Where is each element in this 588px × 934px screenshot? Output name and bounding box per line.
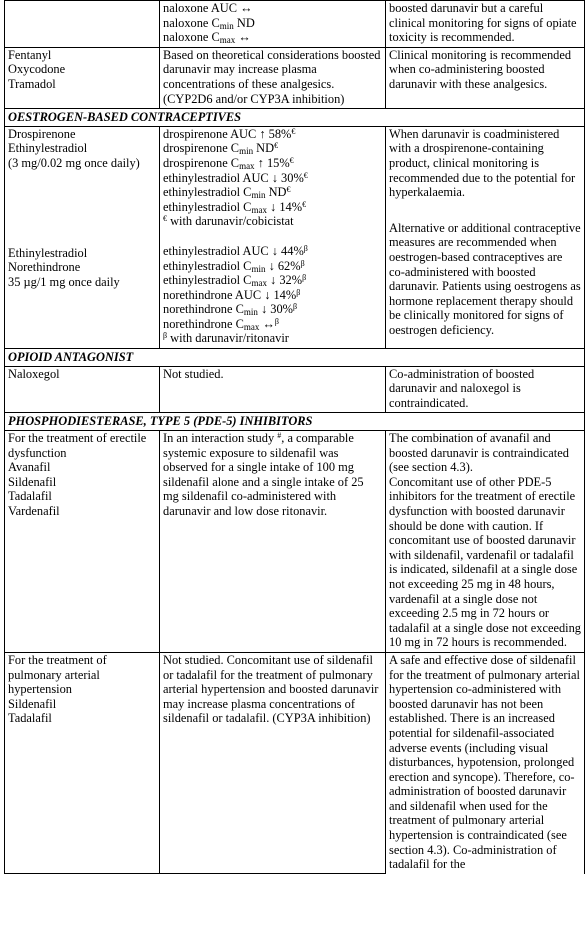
drug-cell: For the treatment of erectile dysfunction Avanafil Sildenafil Tadalafil Vardenafil [5, 431, 160, 653]
effect-cell: Not studied. [160, 366, 386, 413]
interaction-table [4, 0, 585, 874]
drug-cell: Naloxegol [5, 366, 160, 413]
pk-effect-line: ethinylestradiol AUC ↓ 44%$^\beta$ [163, 243, 308, 258]
effect-line: naloxone AUC ↔ [163, 1, 253, 15]
recommendation-cell: A safe and effective dose of sildenafil for the treatment of pulmonary arterial hypertension co-administered with boosted darunavir has not been established. There is an increased potential for sildenafil-associated adverse events (including visual disturbances, hypotension, prolonged erection and syncope). Therefore, co-administration of boosted darunavir and sildenafil when used for the treatment of pulmonary arterial hypertension is contraindicated (see section 4.3). Co-administration of tadalafil for the [386, 652, 585, 873]
effect-line: naloxone $C_{max}$ ↔ [163, 30, 251, 46]
drug-cell: Fentanyl Oxycodone Tramadol [5, 47, 160, 108]
recommendation-cell: boosted darunavir but a careful clinical monitoring for signs of opiate toxicity is recommended. [386, 1, 585, 48]
pk-effect-line: norethindrone AUC ↓ 14%$^\beta$ [163, 287, 301, 302]
effect-cell: In an interaction study #, a comparable systemic exposure to sildenafil was observed for a single intake of 100 mg sildenafil alone and a single intake of 25 mg sildenafil co-administered with darunavir and low dose ritonavir. [160, 431, 386, 653]
recommendation-cell: Clinical monitoring is recommended when co-administering boosted darunavir with these analgesics. [386, 47, 585, 108]
table-row [5, 1, 585, 48]
table-row [5, 126, 585, 348]
pk-effect-line: ethinylestradiol $C_{min}$ ↓ 62%$^\beta$ [163, 258, 305, 274]
recommendation-cell: When darunavir is coadministered with a drospirenone-containing product, clinical monitoring is recommended due to the potential for hyperkalaemia. Alternative or additional contraceptive measures are recommended when oestrogen-based contraceptives are co-administered with boosted darunavir. Patients using oestrogens as hormone replacement therapy should be clinically monitored for signs of oestrogen deficiency. [386, 126, 585, 348]
section-header-row [5, 413, 585, 431]
effect-cell: Based on theoretical considerations boosted darunavir may increase plasma concentrations of these analgesics. (CYP2D6 and/or CYP3A inhibition) [160, 47, 386, 108]
table-row [5, 47, 585, 108]
pk-effect-line: ethinylestradiol $C_{min}$ ND€ [163, 185, 291, 201]
pk-effect-line: ethinylestradiol $C_{max}$ ↓ 14%€ [163, 199, 307, 215]
section-header-row [5, 109, 585, 127]
pk-effect-line: drospirenone AUC ↑ 58%€ [163, 126, 296, 141]
section-heading: PHOSPHODIESTERASE, TYPE 5 (PDE-5) INHIBITORS [5, 413, 585, 431]
drug-cell: For the treatment of pulmonary arterial hypertension Sildenafil Tadalafil [5, 652, 160, 873]
effect-cell [160, 1, 386, 48]
pk-effect-line: ethinylestradiol AUC ↓ 30%€ [163, 170, 308, 185]
pk-effect-line: norethindrone $C_{max}$ ↔$^\beta$ [163, 316, 279, 332]
pk-effect-line: ethinylestradiol $C_{max}$ ↓ 32%$^\beta$ [163, 273, 307, 289]
table-row [5, 652, 585, 873]
table-row [5, 431, 585, 653]
section-header-row [5, 349, 585, 367]
pk-effect-line: norethindrone $C_{min}$ ↓ 30%$^\beta$ [163, 302, 298, 318]
footnote-line: $^\beta$ with darunavir/ritonavir [163, 331, 289, 346]
pk-effect-line: drospirenone $C_{min}$ ND€ [163, 141, 279, 157]
footnote-line: € with darunavir/cobicistat [163, 214, 294, 229]
document-page [4, 0, 585, 874]
effect-line: naloxone $C_{min}$ ND [163, 15, 255, 31]
recommendation-cell: Co-administration of boosted darunavir and naloxegol is contraindicated. [386, 366, 585, 413]
section-heading: OPIOID ANTAGONIST [5, 349, 585, 367]
section-heading: OESTROGEN-BASED CONTRACEPTIVES [5, 109, 585, 127]
recommendation-cell: The combination of avanafil and boosted darunavir is contraindicated (see section 4.3). Concomitant use of other PDE-5 inhibitors for the treatment of erectile dysfunction with boosted darunavir should be done with caution. If concomitant use of boosted darunavir with sildenafil, vardenafil or tadalafil is indicated, sildenafil at a single dose not exceeding 25 mg in 48 hours, vardenafil at a single dose not exceeding 2.5 mg in 72 hours or tadalafil at a single dose not exceeding 10 mg in 72 hours is recommended. [386, 431, 585, 653]
effect-cell: Not studied. Concomitant use of sildenafil or tadalafil for the treatment of pulmonary arterial hypertension and boosted darunavir may increase plasma concentrations of sildenafil or tadalafil. (CYP3A inhibition) [160, 652, 386, 873]
drug-cell: Drospirenone Ethinylestradiol (3 mg/0.02 mg once daily) Ethinylestradiol Norethindrone 35 µg/1 mg once daily [5, 126, 160, 348]
pk-effect-line: drospirenone $C_{max}$ ↑ 15%€ [163, 155, 294, 171]
drug-cell [5, 1, 160, 48]
table-row [5, 366, 585, 413]
effect-cell [160, 126, 386, 348]
